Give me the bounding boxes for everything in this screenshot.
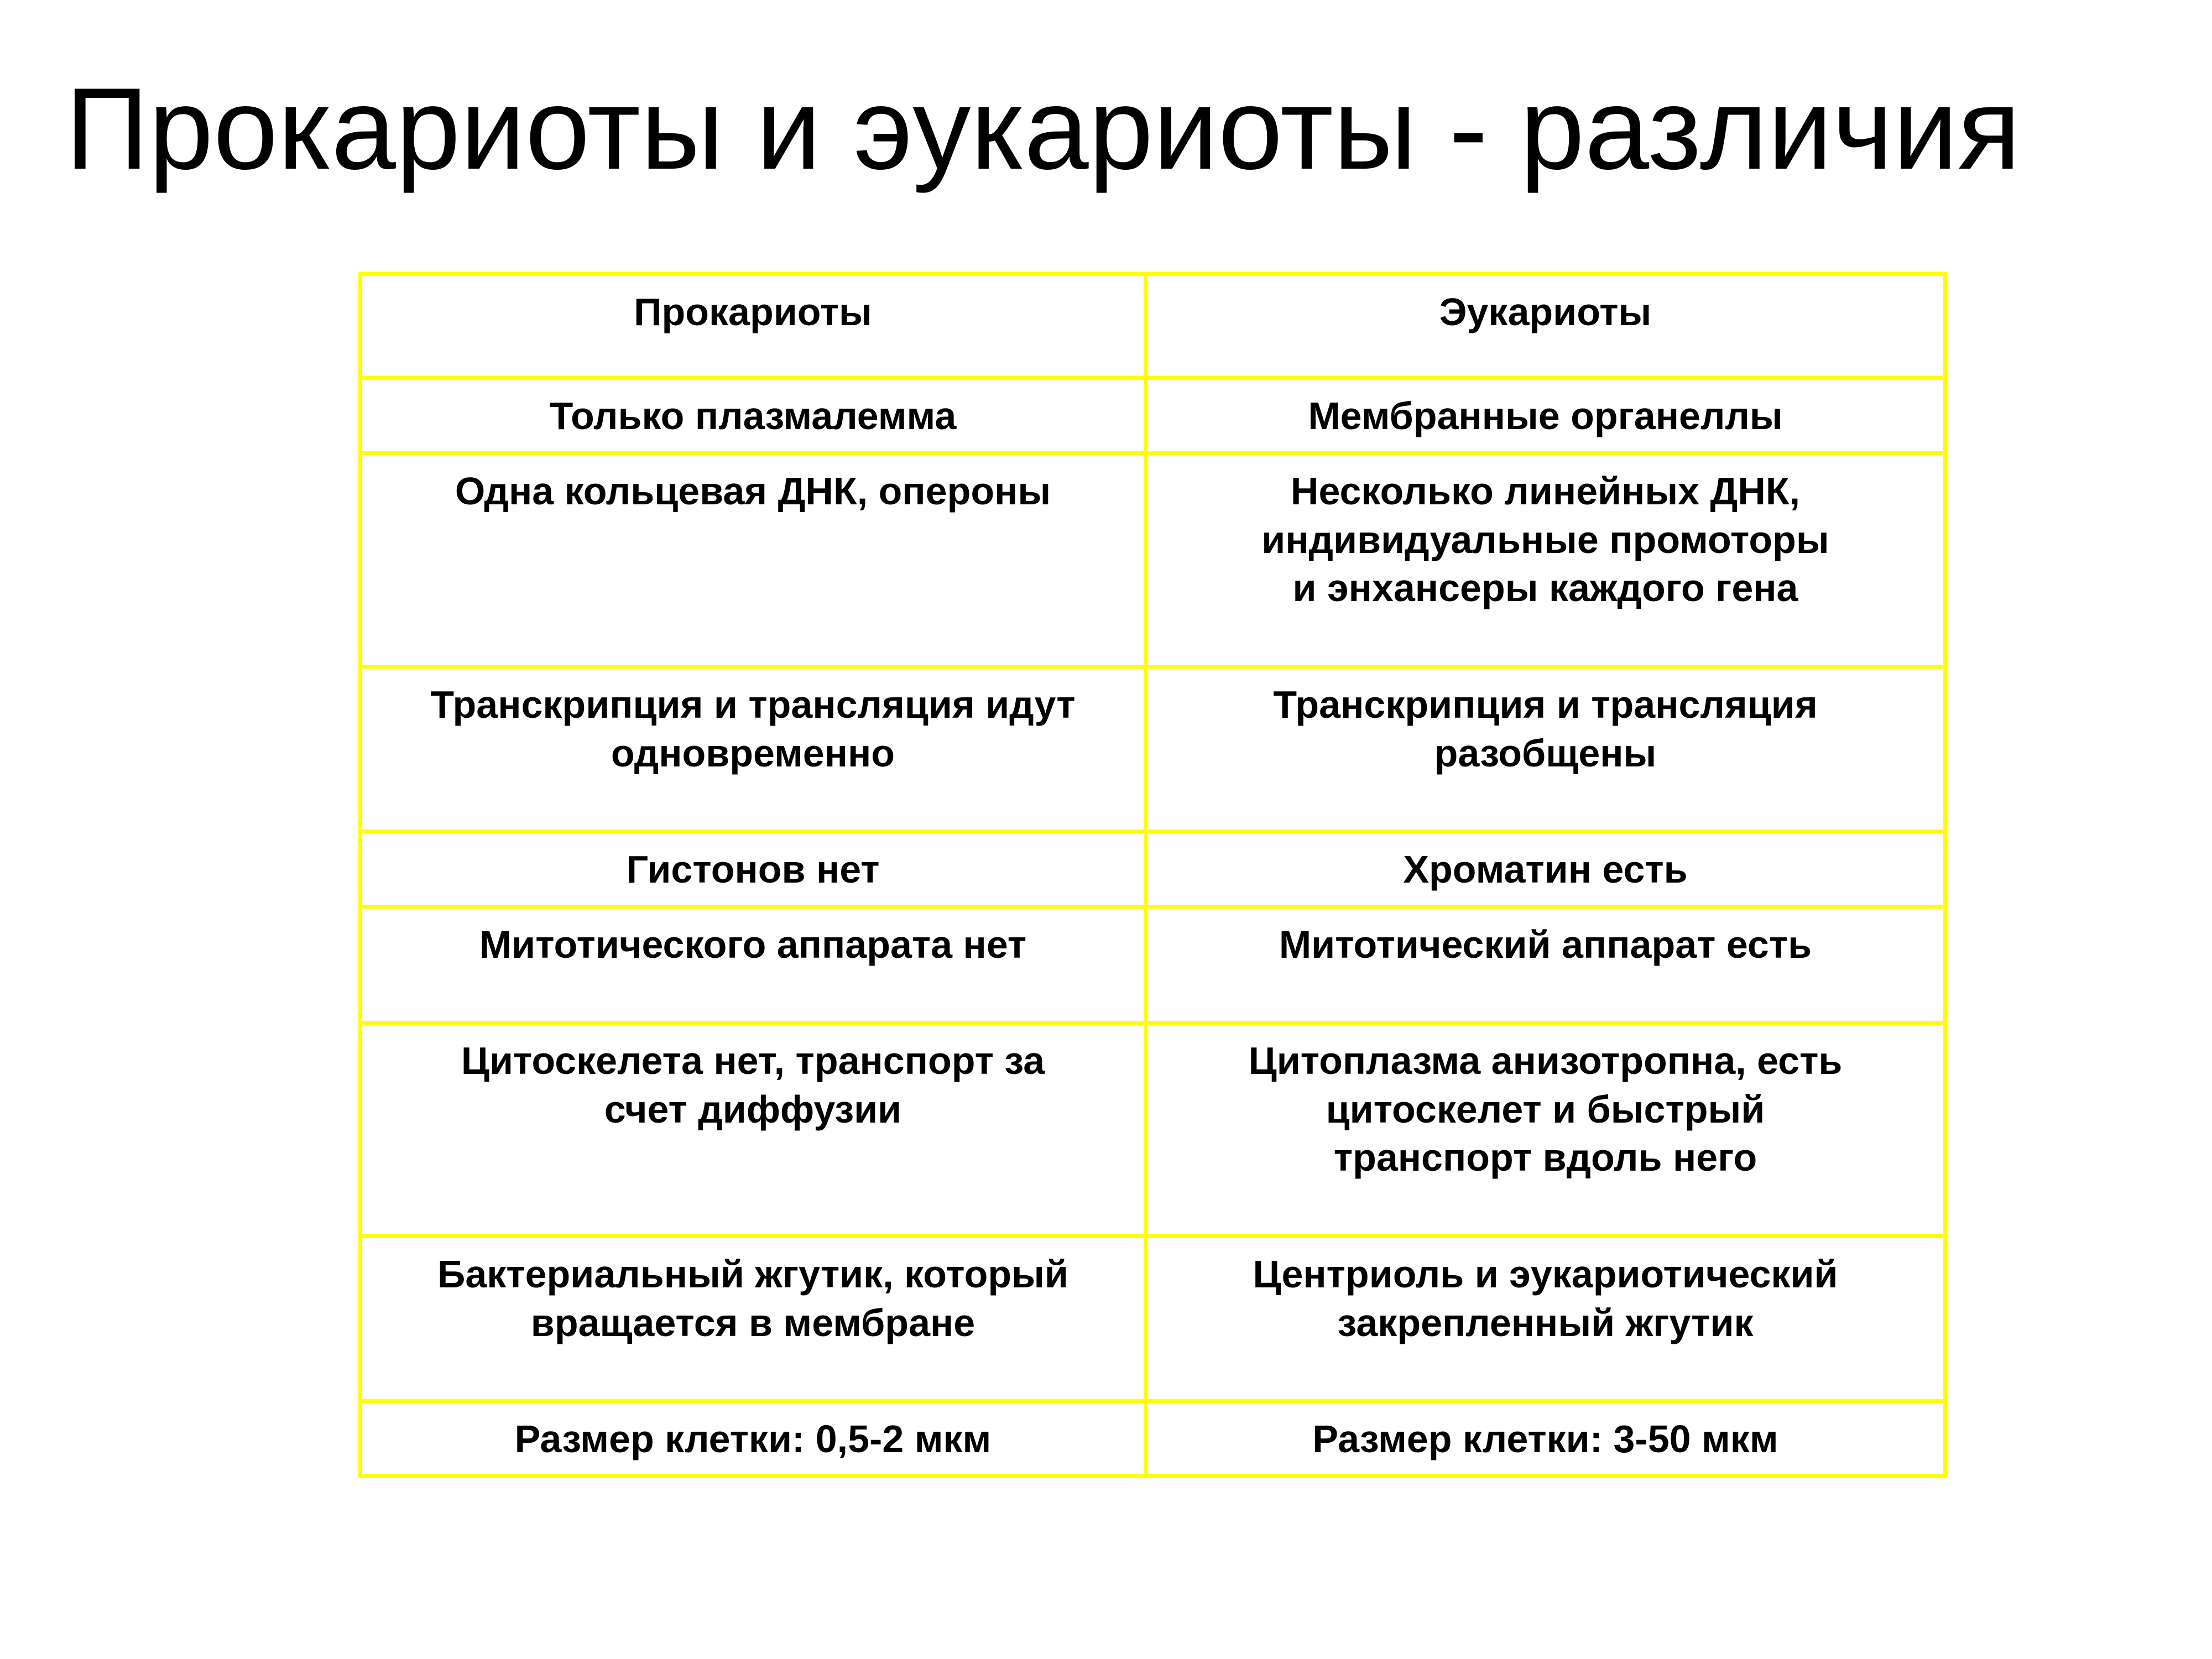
prokaryote-cell: Цитоскелета нет, транспорт за счет диффузии (361, 1023, 1146, 1237)
prokaryote-cell: Транскрипция и трансляция идут одновременно (361, 667, 1146, 832)
table-row (361, 453, 1945, 667)
table-row (361, 1401, 1945, 1477)
table-row (361, 667, 1945, 832)
eukaryote-cell: Хроматин есть (1146, 832, 1945, 907)
prokaryote-cell: Только плазмалемма (361, 378, 1146, 453)
comparison-table (358, 272, 1947, 1478)
eukaryote-cell: Мембранные органеллы (1146, 378, 1945, 453)
eukaryote-cell: Размер клетки: 3-50 мкм (1146, 1401, 1945, 1477)
header-prokaryotes: Прокариоты (361, 274, 1146, 378)
eukaryote-cell: Митотический аппарат есть (1146, 907, 1945, 1023)
table-row (361, 378, 1945, 453)
prokaryote-cell: Гистонов нет (361, 832, 1146, 907)
table-row (361, 1023, 1945, 1237)
eukaryote-cell: Центриоль и эукариотический закрепленный жгутик (1146, 1237, 1945, 1401)
slide-title: Прокариоты и эукариоты - различия (65, 64, 2021, 194)
table-header-row (361, 274, 1945, 378)
table-row (361, 907, 1945, 1023)
header-eukaryotes: Эукариоты (1146, 274, 1945, 378)
table-row (361, 832, 1945, 907)
prokaryote-cell: Митотического аппарата нет (361, 907, 1146, 1023)
eukaryote-cell: Цитоплазма анизотропна, есть цитоскелет и быстрый транспорт вдоль него (1146, 1023, 1945, 1237)
prokaryote-cell: Бактериальный жгутик, который вращается в мембране (361, 1237, 1146, 1401)
eukaryote-cell: Транскрипция и трансляция разобщены (1146, 667, 1945, 832)
table-row (361, 1237, 1945, 1401)
prokaryote-cell: Размер клетки: 0,5-2 мкм (361, 1401, 1146, 1477)
eukaryote-cell: Несколько линейных ДНК, индивидуальные промоторы и энхансеры каждого гена (1146, 453, 1945, 667)
prokaryote-cell: Одна кольцевая ДНК, опероны (361, 453, 1146, 667)
